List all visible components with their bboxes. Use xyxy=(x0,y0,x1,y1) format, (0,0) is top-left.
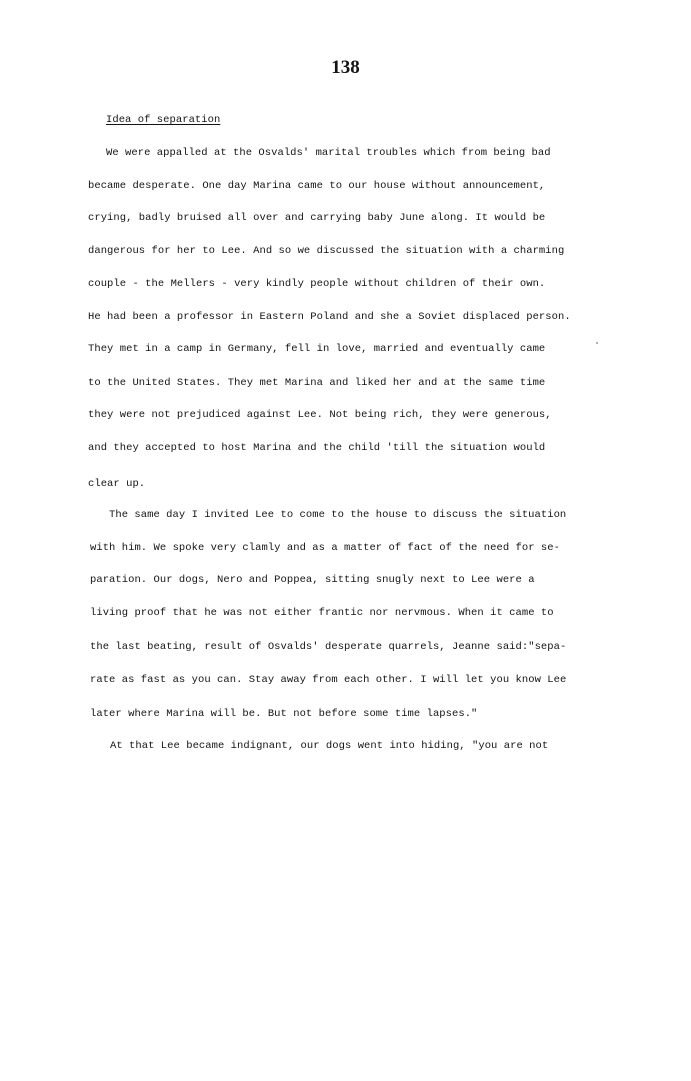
text-line: later where Marina will be. But not before some time lapses." xyxy=(90,708,478,720)
text-line: living proof that he was not either frantic nor nervmous. When it came to xyxy=(90,607,554,619)
scan-speck xyxy=(596,342,598,344)
text-line: He had been a professor in Eastern Poland and she a Soviet displaced person. xyxy=(88,311,571,323)
text-line: We were appalled at the Osvalds' marital troubles which from being bad xyxy=(106,147,551,159)
text-line: to the United States. They met Marina and liked her and at the same time xyxy=(88,377,546,389)
text-line: they were not prejudiced against Lee. Not being rich, they were generous, xyxy=(88,409,552,421)
text-line: and they accepted to host Marina and the child 'till the situation would xyxy=(88,442,546,454)
text-line: paration. Our dogs, Nero and Poppea, sitting snugly next to Lee were a xyxy=(90,574,535,586)
text-line: became desperate. One day Marina came to our house without announcement, xyxy=(88,180,546,192)
text-line: clear up. xyxy=(88,478,146,490)
text-line: The same day I invited Lee to come to the house to discuss the situation xyxy=(109,509,567,521)
page-number: 138 xyxy=(331,57,360,78)
text-line: with him. We spoke very clamly and as a matter of fact of the need for se- xyxy=(90,542,560,554)
text-line: dangerous for her to Lee. And so we discussed the situation with a charming xyxy=(88,245,565,257)
text-line: rate as fast as you can. Stay away from each other. I will let you know Lee xyxy=(90,674,567,686)
text-line: the last beating, result of Osvalds' desperate quarrels, Jeanne said:"sepa- xyxy=(90,641,567,653)
text-line: couple - the Mellers - very kindly people without children of their own. xyxy=(88,278,546,290)
text-line: At that Lee became indignant, our dogs went into hiding, "you are not xyxy=(110,740,549,752)
text-line: They met in a camp in Germany, fell in love, married and eventually came xyxy=(88,343,546,355)
text-line: crying, badly bruised all over and carrying baby June along. It would be xyxy=(88,212,546,224)
section-heading: Idea of separation xyxy=(106,114,221,126)
